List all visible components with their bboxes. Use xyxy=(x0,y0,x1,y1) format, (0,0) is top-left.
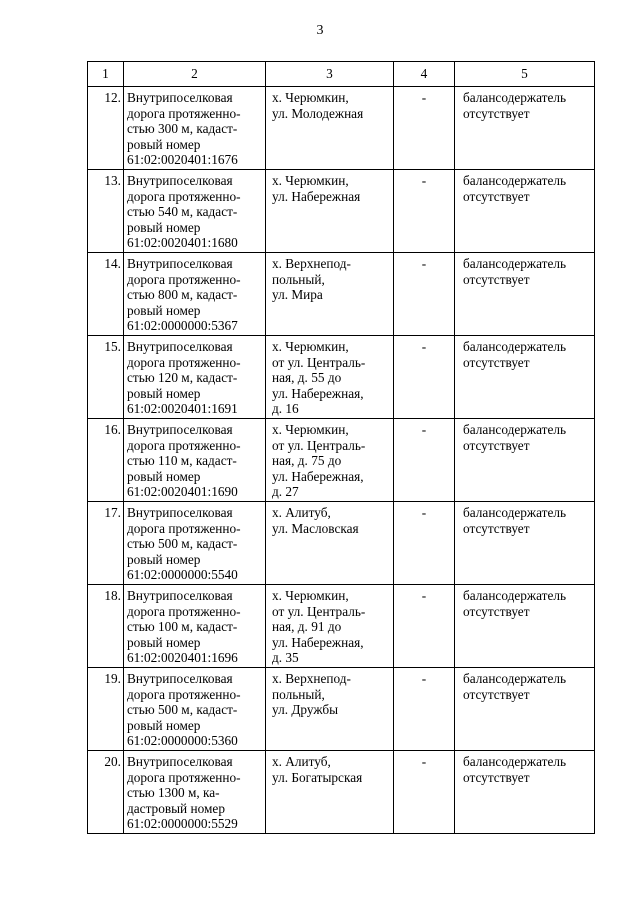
name-line: дорога протяженно- xyxy=(127,105,241,121)
name-line: стью 300 м, кадаст- xyxy=(127,121,238,136)
location-line: ул. Мира xyxy=(272,287,323,302)
location-cell xyxy=(266,419,394,502)
name-line: ровый номер xyxy=(127,385,201,401)
holder-line: балансодержатель xyxy=(463,256,567,271)
table-row xyxy=(88,87,595,170)
holder-cell xyxy=(455,751,595,834)
name-line: дорога протяженно- xyxy=(127,271,241,287)
location-line: х. Черюмкин, xyxy=(272,588,349,603)
holder-line: отсутствует xyxy=(463,105,530,121)
location-cell xyxy=(266,336,394,419)
location-line: от ул. Централь- xyxy=(272,603,366,619)
location-line: ул. Молодежная xyxy=(272,105,364,121)
column-4-cell: - xyxy=(394,502,455,585)
name-line: дорога протяженно- xyxy=(127,603,241,619)
registry-table xyxy=(87,61,595,834)
location-cell xyxy=(266,751,394,834)
holder-line: балансодержатель xyxy=(463,505,567,520)
name-line: дорога протяженно- xyxy=(127,769,241,785)
column-4-cell: - xyxy=(394,253,455,336)
name-line: стью 500 м, кадаст- xyxy=(127,536,238,551)
location-line: от ул. Централь- xyxy=(272,437,366,453)
location-cell xyxy=(266,87,394,170)
row-number-cell: 20. xyxy=(88,751,124,834)
location-cell xyxy=(266,502,394,585)
holder-line: балансодержатель xyxy=(463,422,567,437)
location-line: польный, xyxy=(272,686,325,702)
location-line: х. Алитуб, xyxy=(272,505,331,520)
location-line: х. Алитуб, xyxy=(272,754,331,769)
name-line: Внутрипоселковая xyxy=(127,339,233,354)
name-line: дорога протяженно- xyxy=(127,437,241,453)
holder-line: отсутствует xyxy=(463,437,530,453)
column-header: 4 xyxy=(394,62,455,87)
location-cell xyxy=(266,253,394,336)
location-line: х. Черюмкин, xyxy=(272,422,349,437)
name-line: стью 500 м, кадаст- xyxy=(127,702,238,717)
name-line: Внутрипоселковая xyxy=(127,173,233,188)
holder-line: балансодержатель xyxy=(463,173,567,188)
name-line: ровый номер xyxy=(127,219,201,235)
location-cell xyxy=(266,170,394,253)
holder-line: балансодержатель xyxy=(463,671,567,686)
name-line: стью 800 м, кадаст- xyxy=(127,287,238,302)
name-line: стью 120 м, кадаст- xyxy=(127,370,238,385)
table-row xyxy=(88,253,595,336)
holder-cell xyxy=(455,502,595,585)
name-line: стью 1300 м, ка- xyxy=(127,785,220,800)
name-line: дорога протяженно- xyxy=(127,520,241,536)
location-line: д. 27 xyxy=(272,484,299,499)
holder-line: отсутствует xyxy=(463,603,530,619)
location-line: х. Верхнепод- xyxy=(272,671,351,686)
row-number-cell: 19. xyxy=(88,668,124,751)
name-line: Внутрипоселковая xyxy=(127,588,233,603)
holder-line: отсутствует xyxy=(463,188,530,204)
name-line: 61:02:0000000:5540 xyxy=(127,567,238,582)
holder-line: балансодержатель xyxy=(463,339,567,354)
object-name-cell xyxy=(124,585,266,668)
holder-cell xyxy=(455,419,595,502)
location-line: ная, д. 55 до xyxy=(272,370,342,385)
table-row xyxy=(88,170,595,253)
column-4-cell: - xyxy=(394,336,455,419)
location-line: ная, д. 91 до xyxy=(272,619,342,634)
column-4-cell: - xyxy=(394,751,455,834)
location-line: х. Черюмкин, xyxy=(272,90,349,105)
name-line: 61:02:0020401:1691 xyxy=(127,401,238,416)
holder-cell xyxy=(455,585,595,668)
column-header: 2 xyxy=(124,62,266,87)
page-number: 3 xyxy=(316,23,324,38)
name-line: Внутрипоселковая xyxy=(127,90,233,105)
object-name-cell xyxy=(124,253,266,336)
row-number-cell: 18. xyxy=(88,585,124,668)
location-line: ул. Набережная, xyxy=(272,385,364,401)
name-line: дорога протяженно- xyxy=(127,188,241,204)
holder-line: отсутствует xyxy=(463,520,530,536)
column-4-cell: - xyxy=(394,419,455,502)
column-4-cell: - xyxy=(394,585,455,668)
location-cell xyxy=(266,585,394,668)
column-header: 3 xyxy=(266,62,394,87)
column-4-cell: - xyxy=(394,87,455,170)
name-line: Внутрипоселковая xyxy=(127,671,233,686)
column-4-cell: - xyxy=(394,668,455,751)
location-line: х. Черюмкин, xyxy=(272,339,349,354)
object-name-cell xyxy=(124,502,266,585)
name-line: ровый номер xyxy=(127,717,201,733)
holder-line: балансодержатель xyxy=(463,588,567,603)
holder-cell xyxy=(455,253,595,336)
name-line: дорога протяженно- xyxy=(127,686,241,702)
holder-cell xyxy=(455,87,595,170)
location-line: ул. Набережная, xyxy=(272,468,364,484)
location-line: ул. Набережная xyxy=(272,188,361,204)
name-line: ровый номер xyxy=(127,468,201,484)
row-number-cell: 14. xyxy=(88,253,124,336)
name-line: 61:02:0020401:1690 xyxy=(127,484,238,499)
column-header: 5 xyxy=(455,62,595,87)
location-line: х. Черюмкин, xyxy=(272,173,349,188)
name-line: ровый номер xyxy=(127,551,201,567)
holder-line: отсутствует xyxy=(463,686,530,702)
name-line: Внутрипоселковая xyxy=(127,754,233,769)
location-line: д. 16 xyxy=(272,401,299,416)
location-line: д. 35 xyxy=(272,650,299,665)
name-line: дорога протяженно- xyxy=(127,354,241,370)
row-number-cell: 15. xyxy=(88,336,124,419)
name-line: 61:02:0000000:5360 xyxy=(127,733,238,748)
name-line: ровый номер xyxy=(127,634,201,650)
name-line: 61:02:0000000:5367 xyxy=(127,318,238,333)
column-4-cell: - xyxy=(394,170,455,253)
table-header-row xyxy=(88,62,595,87)
column-header: 1 xyxy=(88,62,124,87)
holder-line: балансодержатель xyxy=(463,754,567,769)
row-number-cell: 12. xyxy=(88,87,124,170)
holder-line: отсутствует xyxy=(463,354,530,370)
holder-cell xyxy=(455,336,595,419)
name-line: 61:02:0020401:1680 xyxy=(127,235,238,250)
name-line: ровый номер xyxy=(127,136,201,152)
name-line: дастровый номер xyxy=(127,800,225,816)
location-line: ул. Дружбы xyxy=(272,702,339,717)
name-line: стью 110 м, кадаст- xyxy=(127,453,237,468)
table-row xyxy=(88,502,595,585)
name-line: стью 540 м, кадаст- xyxy=(127,204,238,219)
location-line: польный, xyxy=(272,271,325,287)
name-line: 61:02:0020401:1696 xyxy=(127,650,238,665)
location-line: ул. Богатырская xyxy=(272,769,363,785)
table-body xyxy=(88,87,595,834)
object-name-cell xyxy=(124,170,266,253)
location-line: ная, д. 75 до xyxy=(272,453,342,468)
location-line: от ул. Централь- xyxy=(272,354,366,370)
holder-line: балансодержатель xyxy=(463,90,567,105)
object-name-cell xyxy=(124,419,266,502)
holder-line: отсутствует xyxy=(463,271,530,287)
name-line: ровый номер xyxy=(127,302,201,318)
table-row xyxy=(88,668,595,751)
object-name-cell xyxy=(124,87,266,170)
name-line: 61:02:0000000:5529 xyxy=(127,816,238,831)
holder-line: отсутствует xyxy=(463,769,530,785)
table-row xyxy=(88,419,595,502)
name-line: Внутрипоселковая xyxy=(127,422,233,437)
table-row xyxy=(88,585,595,668)
holder-cell xyxy=(455,668,595,751)
name-line: Внутрипоселковая xyxy=(127,256,233,271)
name-line: стью 100 м, кадаст- xyxy=(127,619,238,634)
name-line: Внутрипоселковая xyxy=(127,505,233,520)
object-name-cell xyxy=(124,336,266,419)
table-row xyxy=(88,336,595,419)
location-line: х. Верхнепод- xyxy=(272,256,351,271)
location-line: ул. Набережная, xyxy=(272,634,364,650)
object-name-cell xyxy=(124,751,266,834)
location-line: ул. Масловская xyxy=(272,520,359,536)
object-name-cell xyxy=(124,668,266,751)
location-cell xyxy=(266,668,394,751)
row-number-cell: 17. xyxy=(88,502,124,585)
row-number-cell: 13. xyxy=(88,170,124,253)
name-line: 61:02:0020401:1676 xyxy=(127,152,238,167)
table-row xyxy=(88,751,595,834)
holder-cell xyxy=(455,170,595,253)
row-number-cell: 16. xyxy=(88,419,124,502)
